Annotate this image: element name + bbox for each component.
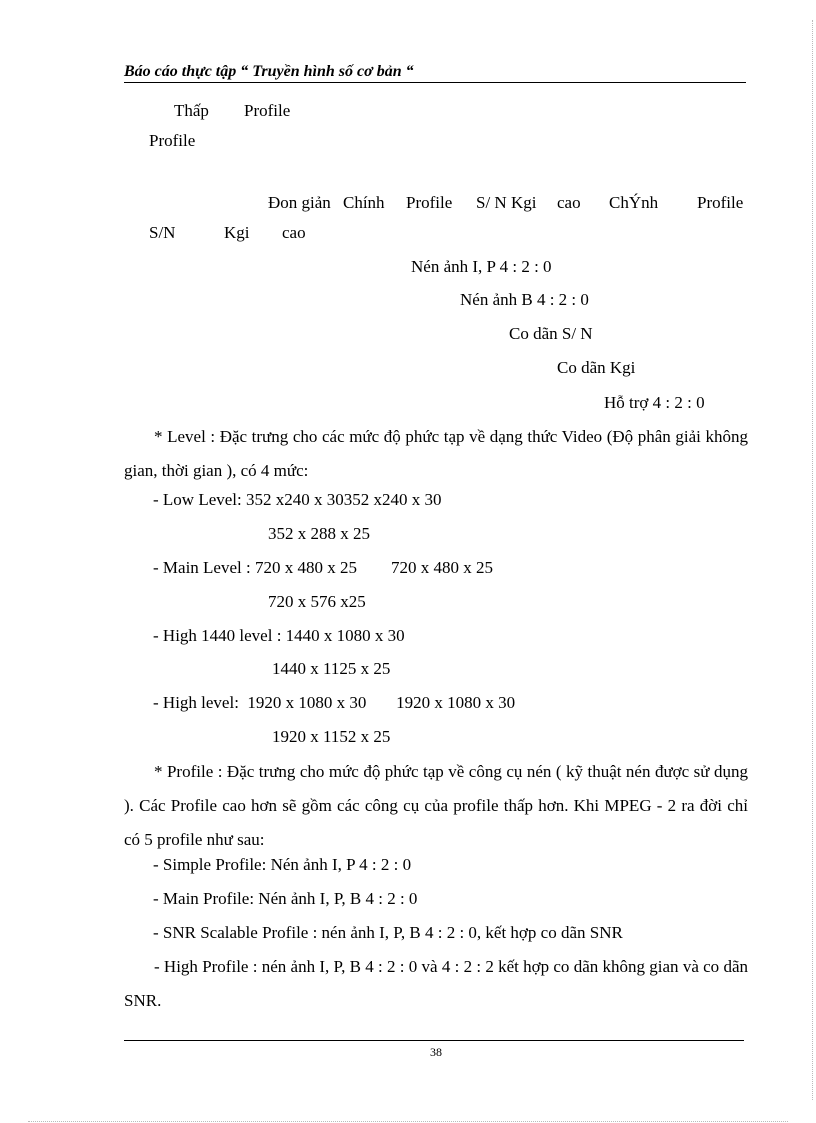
diagram-profile-label-3: Profile — [406, 193, 453, 212]
diagram-profile-label-4: Profile — [697, 193, 744, 212]
footer-rule — [124, 1040, 744, 1041]
level-item-sub: 720 x 576 x25 — [268, 592, 366, 611]
level-item: - Main Level : 720 x 480 x 25 720 x 480 x 25 — [153, 558, 493, 577]
diagram-simple-label: Đon giản — [268, 193, 331, 212]
level-item: - Low Level: 352 x240 x 30352 x240 x 30 — [153, 490, 442, 509]
diagram-step: Hỗ trợ 4 : 2 : 0 — [604, 393, 705, 412]
page-edge-right — [812, 20, 813, 1100]
profile-item: - SNR Scalable Profile : nén ảnh I, P, B 4 : 2 : 0, kết hợp co dãn SNR — [153, 923, 623, 942]
diagram-step: Nén ảnh B 4 : 2 : 0 — [460, 290, 589, 309]
diagram-snr-label: S/ N Kgi — [476, 193, 537, 212]
level-item-sub: 1440 x 1125 x 25 — [272, 659, 391, 678]
diagram-step: Co dãn S/ N — [509, 324, 593, 343]
page-edge-bottom — [28, 1121, 788, 1122]
level-item: - High level: 1920 x 1080 x 30 1920 x 1080 x 30 — [153, 693, 516, 712]
level-item: - High 1440 level : 1440 x 1080 x 30 — [153, 626, 405, 645]
level-item-sub: 352 x 288 x 25 — [268, 524, 370, 543]
profile-item: - Simple Profile: Nén ảnh I, P 4 : 2 : 0 — [153, 855, 412, 874]
diagram-low-label: Thấp — [174, 101, 209, 120]
diagram-chinh-label: ChÝnh — [609, 193, 659, 212]
profile-item: - Main Profile: Nén ảnh I, P, B 4 : 2 : 0 — [153, 889, 418, 908]
diagram-cao-label: cao — [282, 223, 306, 242]
page-number: 38 — [430, 1045, 442, 1059]
profile-intro-paragraph: * Profile : Đặc trưng cho mức độ phức tạp về công cụ nén ( kỹ thuật nén được sử dụng ). Các Profile cao hơn sẽ gồm các công cụ của profile thấp hơn. Khi MPEG - 2 ra đời chỉ có 5 profile như sau: — [124, 762, 748, 849]
diagram-step: Nén ảnh I, P 4 : 2 : 0 — [411, 257, 552, 276]
level-intro-paragraph: * Level : Đặc trưng cho các mức độ phức tạp về dạng thức Video (Độ phân giải không gian, thời gian ), có 4 mức: — [124, 427, 748, 480]
diagram-step: Co dãn Kgi — [557, 358, 636, 377]
diagram-main-label: Chính — [343, 193, 385, 212]
diagram-profile-label: Profile — [244, 101, 291, 120]
diagram-kgi-label: Kgi — [224, 223, 250, 242]
running-header: Báo cáo thực tập “ Truyền hình số cơ bản “ — [124, 63, 746, 83]
profile-item-high: - High Profile : nén ảnh I, P, B 4 : 2 : 0 và 4 : 2 : 2 kết hợp co dãn không gian và co dãn SNR. — [124, 957, 748, 1010]
diagram-sn-label: S/N — [149, 223, 176, 242]
level-item-sub: 1920 x 1152 x 25 — [272, 727, 391, 746]
diagram-profile-label-2: Profile — [149, 131, 196, 150]
diagram-high-label: cao — [557, 193, 581, 212]
